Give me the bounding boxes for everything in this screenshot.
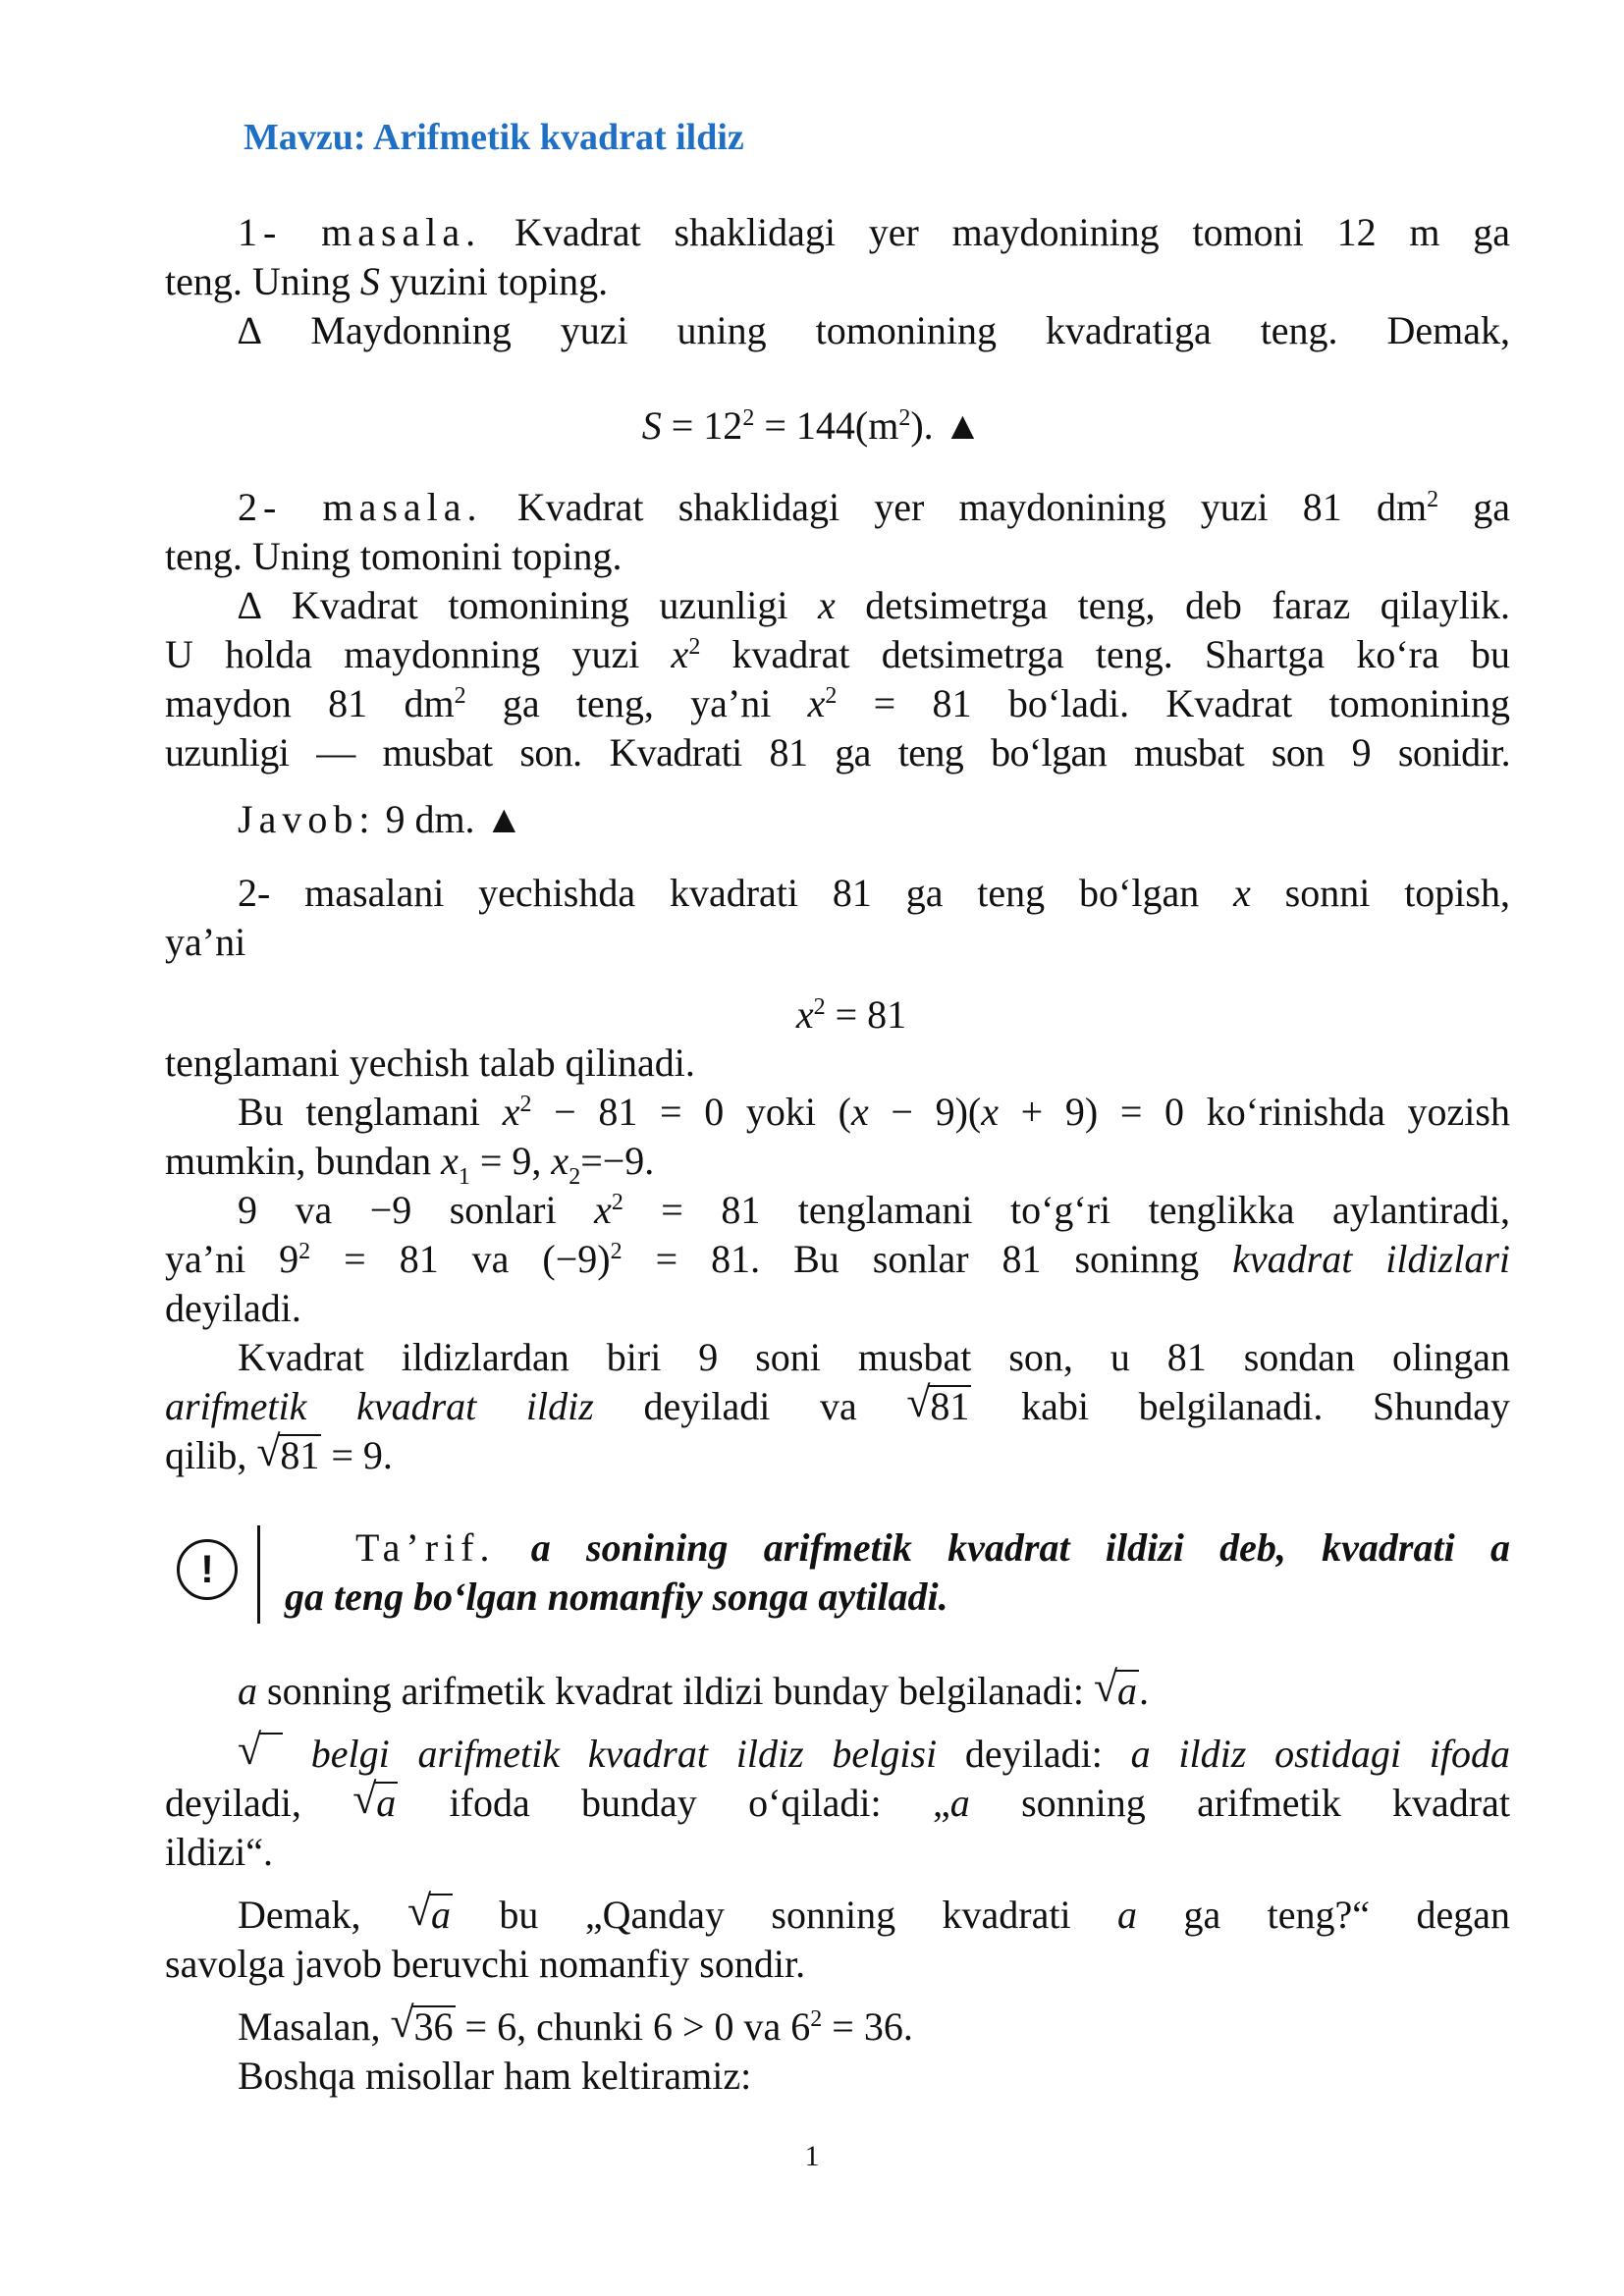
- exponent: 2: [610, 1239, 623, 1264]
- definition-block: [285, 1523, 1510, 1622]
- paragraph-line: [165, 1775, 1510, 1828]
- paragraph-line: [165, 1039, 1510, 1088]
- text: 2- masalani yechishda kvadrati 81 ga teng bo‘lgan: [238, 871, 1234, 915]
- text: ya’ni: [165, 920, 246, 964]
- exponent: 2: [519, 1092, 532, 1117]
- exponent: 2: [298, 1239, 311, 1264]
- radicand: 81: [280, 1433, 320, 1477]
- radicand: a: [376, 1781, 397, 1825]
- variable: x: [817, 583, 836, 627]
- text: Demak,: [238, 1893, 407, 1937]
- answer: [165, 795, 1510, 844]
- paragraph-line: [165, 869, 1510, 918]
- exponent: 2: [611, 1190, 623, 1215]
- radicand: 36: [413, 2004, 454, 2049]
- definition-line: [285, 1573, 1510, 1622]
- text: Bu tenglamani: [238, 1090, 503, 1134]
- variable: S: [641, 403, 662, 448]
- paragraph-line: [165, 1999, 1510, 2052]
- text: ∆ Kvadrat tomonining uzunligi: [238, 583, 818, 627]
- sqrt-expression: √ 36: [390, 1999, 454, 2049]
- answer-value: 9 dm. ▲: [375, 797, 524, 841]
- paragraph-line: [165, 1378, 1510, 1431]
- definition-text: ga teng bo‘lgan nomanfiy songa aytiladi.: [285, 1575, 948, 1619]
- text: maydon 81 dm: [165, 681, 455, 725]
- problem-2: [165, 483, 1510, 777]
- text: kabi belgilanadi. Shunday: [971, 1384, 1510, 1428]
- paragraph-line: [165, 1427, 1510, 1480]
- text: teng. Uning tomonini toping.: [165, 534, 623, 578]
- text: Boshqa misollar ham keltiramiz:: [238, 2054, 752, 2098]
- answer-line: [165, 795, 1510, 844]
- radicand: a: [1117, 1669, 1138, 1713]
- text: sonning arifmetik kvadrat: [969, 1781, 1510, 1825]
- paragraph-line: [165, 1828, 1510, 1891]
- variable: x: [441, 1139, 459, 1183]
- problem-2-line: [165, 679, 1510, 728]
- exponent: 2: [810, 2006, 823, 2032]
- paragraph-3: [165, 869, 1510, 967]
- problem-label: 2- masala.: [238, 485, 483, 529]
- emphasis: a ildiz ostidagi ifoda: [1130, 1732, 1510, 1776]
- paragraph-line: [165, 1235, 1510, 1284]
- paragraph-line: [165, 918, 1510, 967]
- paragraph-line: [165, 1088, 1510, 1137]
- exponent: 2: [898, 405, 911, 431]
- text: savolga javob beruvchi nomanfiy sondir.: [165, 1942, 806, 1986]
- equation-x2: [39, 991, 1624, 1038]
- subscript: 2: [568, 1164, 581, 1190]
- text: yuzini toping.: [379, 259, 609, 303]
- page-title: Mavzu: Arifmetik kvadrat ildiz: [244, 117, 744, 158]
- variable: x: [981, 1090, 999, 1134]
- problem-2-line: [165, 483, 1510, 532]
- exponent: 2: [825, 683, 838, 709]
- radicand: a: [430, 1893, 451, 1937]
- text: = 144(m: [754, 403, 899, 448]
- sqrt-expression: √ 81: [256, 1427, 320, 1477]
- text: 9 va −9 sonlari: [238, 1188, 595, 1232]
- variable: x: [795, 992, 814, 1037]
- text: tenglamani yechish talab qilinadi.: [165, 1041, 695, 1085]
- radicand: 81: [930, 1384, 970, 1428]
- variable: x: [594, 1188, 612, 1232]
- sqrt-expression: √ a: [352, 1775, 397, 1825]
- equation-area: [0, 402, 1624, 449]
- problem-2-line: [165, 532, 1510, 581]
- paragraph-line: [165, 1726, 1510, 1779]
- text: = 81 va (−9): [310, 1237, 611, 1281]
- text: deyiladi:: [937, 1732, 1131, 1776]
- text: = 12: [661, 403, 743, 448]
- text: = 6, chunki 6 > 0 va 6: [455, 2004, 811, 2049]
- paragraph-line: [165, 1887, 1511, 1940]
- variable: x: [807, 681, 826, 725]
- problem-1-line: [165, 257, 1510, 306]
- variable: x: [502, 1090, 520, 1134]
- text: Masalan,: [238, 2004, 391, 2049]
- problem-1: [165, 208, 1510, 355]
- paragraph-line: [165, 1284, 1510, 1333]
- problem-label: 1- masala.: [238, 210, 482, 254]
- paragraph-line: [165, 1137, 1510, 1190]
- text: = 81 bo‘ladi. Kvadrat tomonining: [837, 681, 1511, 725]
- variable: x: [850, 1090, 869, 1134]
- emphasis: arifmetik kvadrat ildiz: [165, 1384, 594, 1428]
- sqrt-expression: √ 81: [906, 1378, 970, 1428]
- text: Kvadrat shaklidagi yer maydonining tomoni 12 m ga: [514, 210, 1510, 254]
- text: deyiladi,: [165, 1781, 353, 1825]
- variable: x: [551, 1139, 569, 1183]
- text: .: [1139, 1669, 1150, 1713]
- page-number: 1: [804, 2140, 820, 2172]
- variable: a: [1117, 1893, 1138, 1937]
- text: qilib,: [165, 1433, 257, 1477]
- text: ∆ Maydonning yuzi uning tomonining kvadratiga teng. Demak,: [238, 308, 1510, 352]
- definition-line: [285, 1523, 1510, 1573]
- emphasis: kvadrat ildizlari: [1232, 1237, 1511, 1281]
- text: = 81 tenglamani to‘g‘ri tenglikka aylantiradi,: [623, 1188, 1510, 1232]
- emphasis: belgi arifmetik kvadrat ildiz belgisi: [283, 1732, 938, 1776]
- text: U holda maydonning yuzi: [165, 632, 672, 676]
- paragraph-line: [165, 1186, 1510, 1235]
- exponent: 2: [688, 634, 701, 660]
- text: sonni topish,: [1250, 871, 1510, 915]
- text: =−9.: [580, 1139, 655, 1183]
- text: = 36.: [822, 2004, 913, 2049]
- variable: x: [1233, 871, 1251, 915]
- subscript: 1: [458, 1164, 470, 1190]
- text: = 81. Bu sonlar 81 soninng: [622, 1237, 1233, 1281]
- text: sonning arifmetik kvadrat ildizi bunday belgilanadi:: [257, 1669, 1095, 1713]
- paragraph-4: [165, 1039, 1510, 1480]
- text: + 9) = 0 ko‘rinishda yozish: [999, 1090, 1510, 1134]
- text: Kvadrat shaklidagi yer maydonining yuzi 81 dm: [516, 485, 1428, 529]
- text: kvadrat detsimetrga teng. Shartga ko‘ra bu: [700, 632, 1510, 676]
- problem-1-line: [165, 208, 1510, 257]
- text: ga teng?“ degan: [1137, 1893, 1511, 1937]
- text: teng. Uning: [165, 259, 360, 303]
- problem-2-line: [165, 630, 1510, 679]
- answer-label: Javob:: [238, 797, 376, 841]
- text: ildizi“.: [165, 1830, 273, 1874]
- text: Kvadrat ildizlardan biri 9 soni musbat son, u 81 sondan olingan: [238, 1335, 1510, 1379]
- text: uzunligi — musbat son. Kvadrati 81 ga teng bo‘lgan musbat son 9 sonidir.: [165, 730, 1510, 774]
- sqrt-expression: √ a: [406, 1887, 451, 1937]
- text: ). ▲: [910, 403, 983, 448]
- sqrt-expression: √ a: [1094, 1663, 1138, 1713]
- text: ifoda bunday o‘qiladi: „: [398, 1781, 950, 1825]
- exponent: 2: [813, 994, 826, 1020]
- definition-divider: [257, 1525, 260, 1624]
- text: = 9.: [321, 1433, 393, 1477]
- problem-2-line: [165, 581, 1510, 630]
- text: ga teng, ya’ni: [465, 681, 808, 725]
- text: = 81: [825, 992, 907, 1037]
- paragraph-line: [165, 1333, 1510, 1382]
- problem-2-line: [165, 728, 1510, 777]
- sqrt-symbol: √: [238, 1730, 283, 1779]
- text: ga: [1438, 485, 1511, 529]
- exponent: 2: [1427, 487, 1439, 512]
- paragraph-line: [165, 2052, 1510, 2101]
- text: − 9)(: [868, 1090, 982, 1134]
- exponent: 2: [454, 683, 466, 709]
- text: detsimetrga teng, deb faraz qilaylik.: [835, 583, 1510, 627]
- text: deyiladi.: [165, 1286, 301, 1330]
- exponent: 2: [742, 405, 755, 431]
- paragraph-line: [165, 1940, 1510, 2002]
- paragraph-line: [165, 1663, 1510, 1730]
- text: = 9,: [469, 1139, 552, 1183]
- text: deyiladi va: [593, 1384, 907, 1428]
- variable: a: [238, 1669, 257, 1713]
- text: ya’ni 9: [165, 1237, 299, 1281]
- definition-text: a sonining arifmetik kvadrat ildizi deb, kvadrati a: [495, 1525, 1510, 1570]
- text: − 81 = 0 yoki (: [531, 1090, 851, 1134]
- text: mumkin, bundan: [165, 1139, 442, 1183]
- variable: a: [949, 1781, 970, 1825]
- text: bu „Qanday sonning kvadrati: [452, 1893, 1118, 1937]
- variable: S: [359, 259, 380, 303]
- paragraph-5: [165, 1663, 1511, 2101]
- exclamation-icon: !: [177, 1539, 238, 1600]
- definition-label: Ta’rif.: [355, 1525, 496, 1570]
- problem-1-line: [165, 306, 1510, 355]
- variable: x: [671, 632, 689, 676]
